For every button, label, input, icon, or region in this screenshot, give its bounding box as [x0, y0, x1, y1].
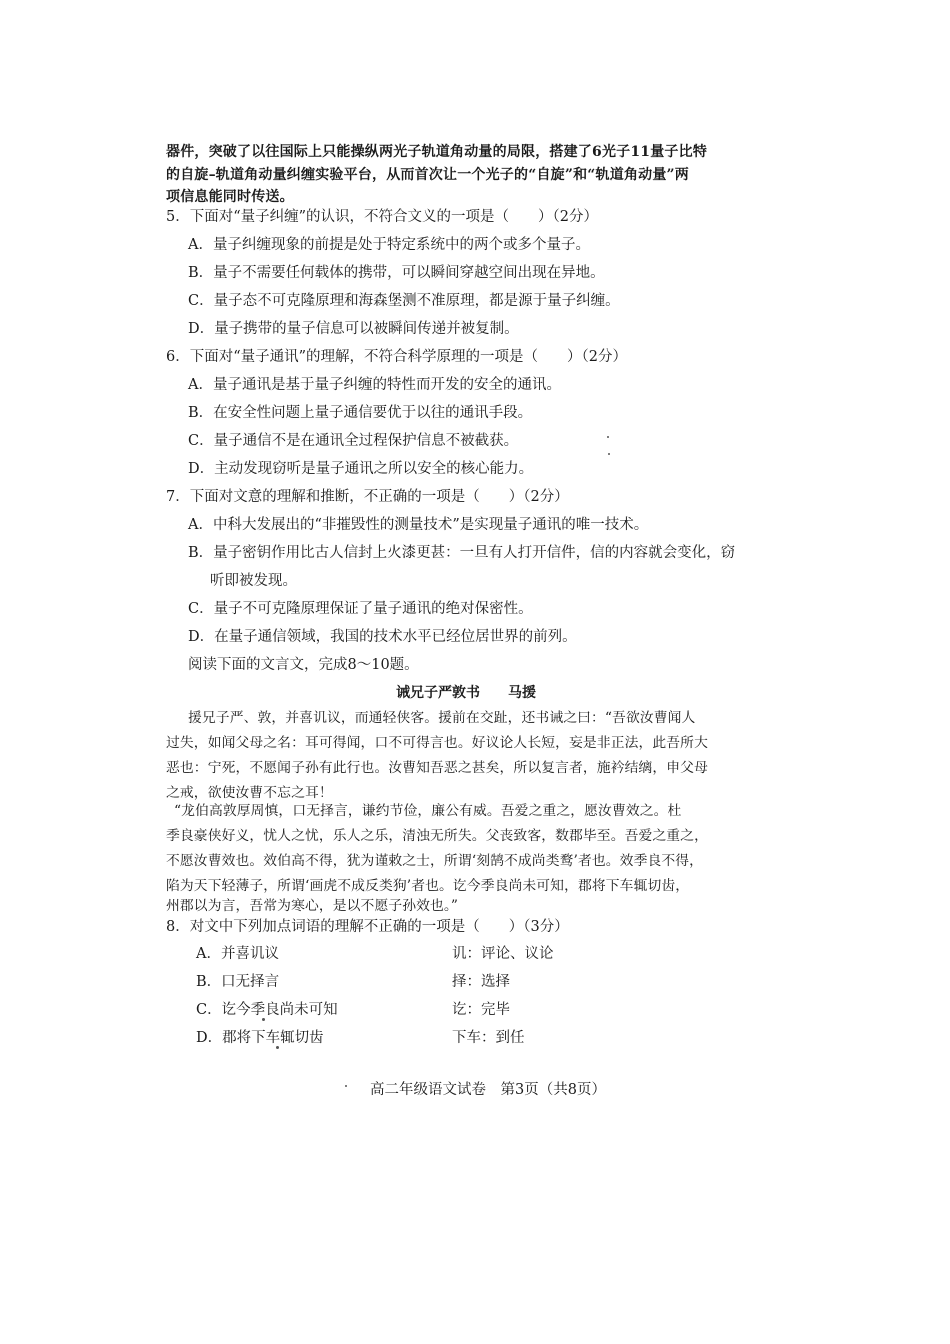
- question-8-gloss-b: 择：选择: [452, 974, 510, 990]
- passage-para2-line-4: 陷为天下轻薄子，所谓‘画虎不成反类狗’者也。讫今季良尚未可知，郡将下车辄切齿，: [166, 878, 690, 894]
- question-8-option-b: B．口无择言: [196, 974, 280, 990]
- emphasis-dot: [276, 1046, 279, 1049]
- question-6-option-d: D．主动发现窃听是量子通讯之所以安全的核心能力。: [188, 461, 534, 477]
- passage-para1-line-1: 援兄子严、敦，并喜讥议，而通轻侠客。援前在交趾，还书诫之曰：“吾欲汝曹闻人: [188, 710, 696, 726]
- passage-para2-line-5: 州郡以为言，吾常为寒心，是以不愿子孙效也。”: [166, 898, 459, 914]
- question-7-option-b: B．量子密钥作用比古人信封上火漆更甚：一旦有人打开信件，信的内容就会变化，窃: [188, 545, 736, 561]
- scan-speck: [608, 453, 610, 455]
- page-footer: 高二年级语文试卷 第3页（共8页）: [370, 1082, 606, 1098]
- question-6-option-a: A．量子通讯是基于量子纠缠的特性而开发的安全的通讯。: [188, 377, 561, 393]
- passage-para2-line-2: 季良豪侠好义，忧人之忧，乐人之乐，清浊无所失。父丧致客，数郡毕至。吾爱之重之，: [166, 828, 708, 844]
- question-8-gloss-d: 下车：到任: [452, 1030, 525, 1046]
- intro-line-2: 的自旋–轨道角动量纠缠实验平台，从而首次让一个光子的“自旋”和“轨道角动量”两: [166, 167, 690, 183]
- question-5-option-d: D．量子携带的量子信息可以被瞬间传递并被复制。: [188, 321, 519, 337]
- question-8-option-d: D．郡将下车辄切齿: [196, 1030, 324, 1046]
- question-5-option-b: B．量子不需要任何载体的携带，可以瞬间穿越空间出现在异地。: [188, 265, 605, 281]
- question-8-option-a: A．并喜讥议: [196, 946, 279, 962]
- passage-para1-line-4: 之戒，欲使汝曹不忘之耳！: [166, 785, 333, 801]
- emphasis-dot: [262, 1018, 265, 1021]
- question-8-gloss-a: 讥：评论、议论: [452, 946, 554, 962]
- question-6-option-b: B．在安全性问题上量子通信要优于以往的通讯手段。: [188, 405, 533, 421]
- question-5-option-c: C．量子态不可克隆原理和海森堡测不准原理，都是源于量子纠缠。: [188, 293, 620, 309]
- scan-speck: [345, 1085, 347, 1087]
- question-7-option-a: A．中科大发展出的“非摧毁性的测量技术”是实现量子通讯的唯一技术。: [188, 517, 649, 533]
- question-7-option-b-continued: 听即被发现。: [210, 573, 297, 589]
- question-8-option-c: C．讫今季良尚未可知: [196, 1002, 338, 1018]
- intro-line-1: 器件，突破了以往国际上只能操纵两光子轨道角动量的局限，搭建了6光子11量子比特: [166, 144, 708, 160]
- question-6-option-c: C．量子通信不是在通讯全过程保护信息不被截获。: [188, 433, 519, 449]
- intro-line-3: 项信息能同时传送。: [166, 189, 294, 205]
- question-8-gloss-c: 讫：完毕: [452, 1002, 510, 1018]
- question-5-option-a: A．量子纠缠现象的前提是处于特定系统中的两个或多个量子。: [188, 237, 590, 253]
- scan-speck: [607, 436, 609, 438]
- question-7-stem: 7．下面对文意的理解和推断，不正确的一项是（ ）（2分）: [166, 489, 569, 505]
- passage-para1-line-2: 过失，如闻父母之名：耳可得闻，口不可得言也。好议论人长短，妄是非正法，此吾所大: [166, 735, 708, 751]
- passage-para2-line-1: “龙伯高敦厚周慎，口无择言，谦约节俭，廉公有威。吾爱之重之，愿汝曹效之。杜: [174, 803, 682, 819]
- question-8-stem: 8．对文中下列加点词语的理解不正确的一项是（ ）（3分）: [166, 919, 569, 935]
- passage-title: 诫兄子严敦书 马援: [396, 685, 536, 701]
- reading-instruction: 阅读下面的文言文，完成8～10题。: [188, 657, 419, 673]
- question-7-option-c: C．量子不可克隆原理保证了量子通讯的绝对保密性。: [188, 601, 533, 617]
- question-7-option-d: D．在量子通信领域，我国的技术水平已经位居世界的前列。: [188, 629, 577, 645]
- passage-para2-line-3: 不愿汝曹效也。效伯高不得，犹为谨敕之士，所谓‘刻鹄不成尚类鹜’者也。效季良不得，: [166, 853, 704, 869]
- question-6-stem: 6．下面对“量子通讯”的理解，不符合科学原理的一项是（ ）（2分）: [166, 349, 628, 365]
- passage-para1-line-3: 恶也：宁死，不愿闻子孙有此行也。汝曹知吾恶之甚矣，所以复言者，施衿结缡，申父母: [166, 760, 708, 776]
- question-5-stem: 5．下面对“量子纠缠”的认识，不符合文义的一项是（ ）（2分）: [166, 209, 599, 225]
